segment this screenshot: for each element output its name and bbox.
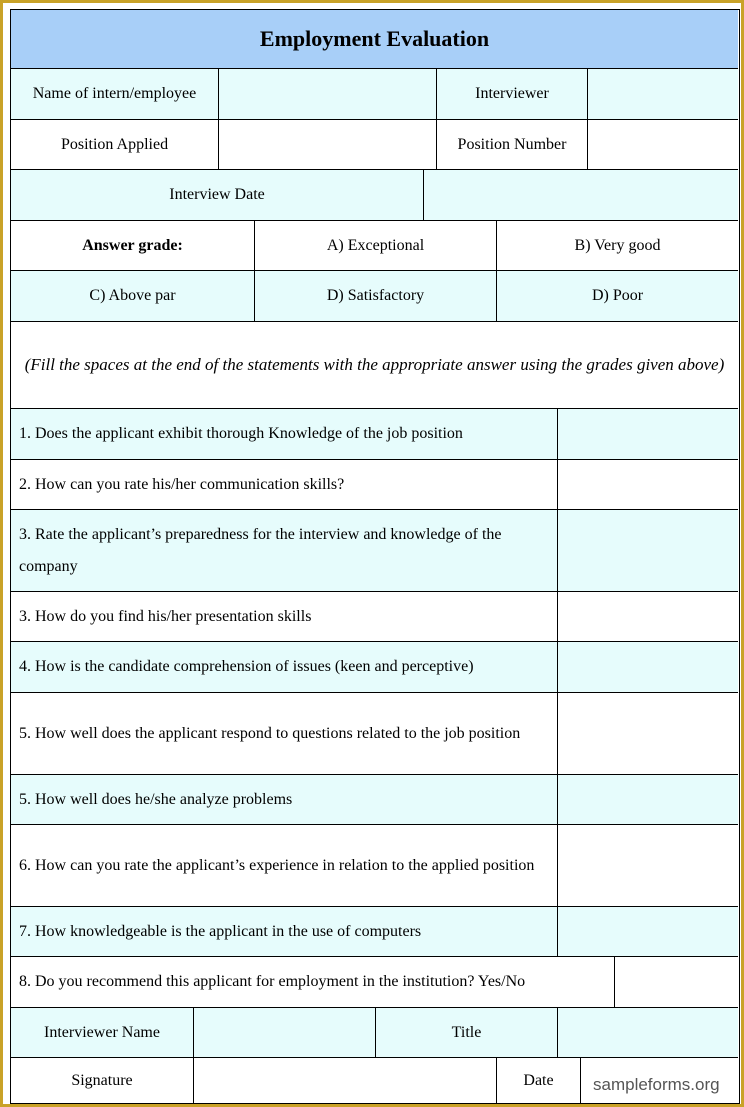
grade-b: B) Very good <box>497 221 738 271</box>
answer-field-6[interactable] <box>558 693 738 775</box>
position-number-field[interactable] <box>588 120 738 170</box>
interview-date-field[interactable] <box>424 170 738 221</box>
interviewer-field[interactable] <box>588 69 738 120</box>
interviewer-name-field[interactable] <box>194 1008 376 1058</box>
date-label: Date <box>497 1058 581 1103</box>
question-2: 2. How can you rate his/her communication skills? <box>11 460 558 510</box>
interviewer-name-label: Interviewer Name <box>11 1008 194 1058</box>
employment-evaluation-form <box>10 9 740 1104</box>
answer-field-7[interactable] <box>558 775 738 825</box>
position-applied-field[interactable] <box>219 120 437 170</box>
question-4: 3. How do you find his/her presentation skills <box>11 592 558 642</box>
grade-d: D) Satisfactory <box>255 271 497 322</box>
instructions: (Fill the spaces at the end of the statements with the appropriate answer using the grades given above) <box>11 322 738 409</box>
question-7: 5. How well does he/she analyze problems <box>11 775 558 825</box>
question-5: 4. How is the candidate comprehension of issues (keen and perceptive) <box>11 642 558 693</box>
question-3: 3. Rate the applicant’s preparedness for the interview and knowledge of the company <box>11 510 558 592</box>
answer-field-8[interactable] <box>558 825 738 907</box>
answer-field-5[interactable] <box>558 642 738 693</box>
answer-field-3[interactable] <box>558 510 738 592</box>
name-field[interactable] <box>219 69 437 120</box>
question-8: 6. How can you rate the applicant’s experience in relation to the applied position <box>11 825 558 907</box>
signature-field[interactable] <box>194 1058 497 1103</box>
question-1: 1. Does the applicant exhibit thorough Knowledge of the job position <box>11 409 558 460</box>
signature-label: Signature <box>11 1058 194 1103</box>
answer-field-10[interactable] <box>615 957 738 1008</box>
watermark: sampleforms.org <box>593 1075 720 1094</box>
name-label: Name of intern/employee <box>11 69 219 120</box>
title-field[interactable] <box>558 1008 738 1058</box>
interview-date-label: Interview Date <box>11 170 424 221</box>
interviewer-label: Interviewer <box>437 69 588 120</box>
grade-c: C) Above par <box>11 271 255 322</box>
question-10: 8. Do you recommend this applicant for employment in the institution? Yes/No <box>11 957 615 1008</box>
answer-grade-label: Answer grade: <box>11 221 255 271</box>
answer-field-1[interactable] <box>558 409 738 460</box>
grade-e: D) Poor <box>497 271 738 322</box>
answer-field-9[interactable] <box>558 907 738 957</box>
answer-field-4[interactable] <box>558 592 738 642</box>
form-title: Employment Evaluation <box>11 10 738 69</box>
grade-a: A) Exceptional <box>255 221 497 271</box>
question-6: 5. How well does the applicant respond to questions related to the job position <box>11 693 558 775</box>
answer-field-2[interactable] <box>558 460 738 510</box>
title-label: Title <box>376 1008 558 1058</box>
question-9: 7. How knowledgeable is the applicant in the use of computers <box>11 907 558 957</box>
position-applied-label: Position Applied <box>11 120 219 170</box>
position-number-label: Position Number <box>437 120 588 170</box>
